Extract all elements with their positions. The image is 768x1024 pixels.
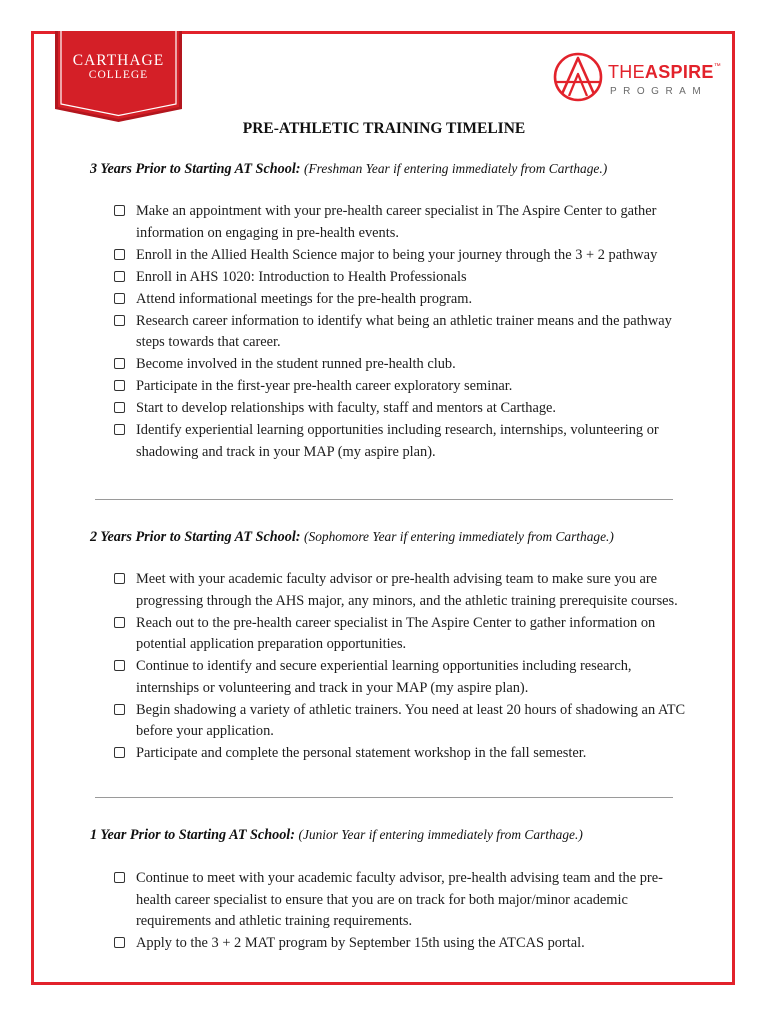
checkbox[interactable]: [114, 205, 125, 216]
aspire-word: ASPIRE: [644, 62, 714, 82]
checkbox[interactable]: [114, 937, 125, 948]
checkbox[interactable]: [114, 315, 125, 326]
checklist-item-text: Enroll in AHS 1020: Introduction to Health Professionals: [136, 268, 467, 285]
checkbox[interactable]: [114, 358, 125, 369]
checkbox[interactable]: [114, 402, 125, 413]
checklist-3-years: [114, 201, 689, 464]
checkbox[interactable]: [114, 617, 125, 628]
checklist-item: [114, 289, 689, 311]
checklist-item: [114, 933, 689, 955]
section-note: (Junior Year if entering immediately from Carthage.): [298, 827, 583, 842]
checkbox[interactable]: [114, 271, 125, 282]
checklist-item: [114, 354, 689, 376]
section-heading-2-years: [90, 529, 614, 546]
checklist-item-text: Attend informational meetings for the pre-health program.: [136, 290, 473, 307]
section-heading-1-year: [90, 827, 583, 844]
checkbox[interactable]: [114, 660, 125, 671]
checklist-item-text: Continue to meet with your academic faculty advisor, pre-health advising team and the pre-health career specialist to ensure that you are on track for both major/minor academic requirements and athletic training requirements.: [136, 870, 663, 929]
checklist-item-text: Meet with your academic faculty advisor or pre-health advising team to make sure you are progressing through the AHS major, any minors, and the athletic training prerequisite courses.: [136, 571, 678, 609]
checklist-item: [114, 700, 689, 743]
aspire-sub: PROGRAM: [610, 86, 708, 97]
checklist-item-text: Reach out to the pre-health career specialist in The Aspire Center to gather information on potential application preparation opportunities.: [136, 614, 656, 652]
checklist-item-text: Make an appointment with your pre-health career specialist in The Aspire Center to gather information on engaging in pre-health events.: [136, 203, 657, 241]
checklist-item: [114, 420, 689, 463]
carthage-sub: COLLEGE: [88, 69, 149, 81]
checklist-item-text: Participate in the first-year pre-health career exploratory seminar.: [136, 378, 513, 394]
checklist-item-text: Start to develop relationships with faculty, staff and mentors at Carthage.: [136, 400, 557, 416]
checklist-item: [114, 201, 689, 244]
checklist-1-year: [114, 868, 689, 955]
checkbox[interactable]: [114, 293, 125, 304]
checklist-item: [114, 613, 689, 656]
page-title: PRE-ATHLETIC TRAINING TIMELINE: [242, 120, 526, 137]
checklist-item: [114, 569, 689, 612]
carthage-name: CARTHAGE: [72, 52, 165, 69]
checklist-item: [114, 267, 689, 289]
aspire-tm: ™: [713, 63, 722, 70]
checklist-item: [114, 868, 689, 933]
checklist-item: [114, 376, 689, 398]
checklist-item-text: Continue to identify and secure experiential learning opportunities including research, internships or volunteering and track in your MAP (my aspire plan).: [136, 658, 632, 696]
aspire-program-logo: [552, 52, 732, 102]
checklist-item-text: Enroll in the Allied Health Science major to being your journey through the 3 + 2 pathway: [136, 246, 658, 263]
carthage-college-logo: [55, 31, 182, 122]
checklist-item: [114, 656, 689, 699]
checklist-item: [114, 743, 689, 765]
checkbox[interactable]: [114, 380, 125, 391]
checklist-item-text: Participate and complete the personal statement workshop in the fall semester.: [136, 745, 587, 761]
section-note: (Sophomore Year if entering immediately from Carthage.): [304, 529, 614, 544]
checklist-item-text: Identify experiential learning opportunities including research, internships, volunteering or shadowing and track in your MAP (my aspire plan).: [136, 422, 659, 460]
checklist-item: [114, 398, 689, 420]
aspire-a-mark-icon: [552, 52, 604, 102]
section-lead: 1 Year Prior to Starting AT School:: [90, 827, 295, 843]
checklist-2-years: [114, 569, 689, 765]
checkbox[interactable]: [114, 872, 125, 883]
section-heading-3-years: [90, 161, 607, 178]
checklist-item-text: Apply to the 3 + 2 MAT program by September 15th using the ATCAS portal.: [136, 935, 585, 951]
checklist-item-text: Become involved in the student runned pre-health club.: [136, 356, 456, 372]
section-lead: 2 Years Prior to Starting AT School:: [90, 529, 301, 545]
section-lead: 3 Years Prior to Starting AT School:: [90, 161, 301, 177]
checkbox[interactable]: [114, 424, 125, 435]
checkbox[interactable]: [114, 704, 125, 715]
checkbox[interactable]: [114, 573, 125, 584]
checklist-item: [114, 245, 689, 267]
section-divider: [95, 797, 673, 798]
checklist-item: [114, 311, 689, 354]
section-divider: [95, 499, 673, 500]
checklist-item-text: Research career information to identify what being an athletic trainer means and the pathway steps towards that career.: [136, 312, 672, 350]
aspire-the: THE: [608, 62, 645, 82]
checklist-item-text: Begin shadowing a variety of athletic trainers. You need at least 20 hours of shadowing an ATC before your application.: [136, 701, 686, 739]
section-note: (Freshman Year if entering immediately from Carthage.): [304, 161, 608, 176]
checkbox[interactable]: [114, 249, 125, 260]
checkbox[interactable]: [114, 747, 125, 758]
